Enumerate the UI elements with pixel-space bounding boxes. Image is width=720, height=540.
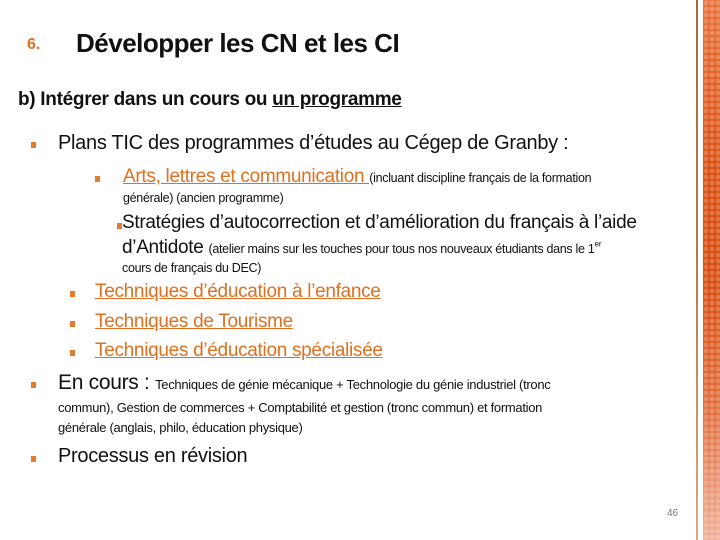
en-cours-label: En cours : — [58, 371, 156, 394]
bullet-icon — [70, 321, 75, 327]
subsub-antidote — [122, 237, 602, 259]
link-arts-lettres-communication[interactable]: Arts, lettres et communication — [123, 166, 370, 187]
bullet-icon — [31, 382, 36, 388]
subtitle-text: b) Intégrer dans un cours ou — [18, 89, 273, 110]
page-number: 46 — [667, 508, 679, 519]
en-cours-text-line2: commun), Gestion de commerces + Comptabilité et gestion (tronc commun) et formation — [58, 400, 543, 415]
bullet-icon — [31, 142, 36, 148]
bullet-icon — [70, 350, 75, 356]
arts-note-continued: générale) (ancien programme) — [123, 191, 284, 205]
subsub-strategies: Stratégies d’autocorrection et d’amélioration du français à l’aide — [122, 212, 637, 233]
link-education-specialisee[interactable]: Techniques d’éducation spécialisée — [95, 340, 383, 361]
item-en-cours — [58, 371, 551, 395]
antidote-text: d’Antidote — [122, 237, 209, 258]
bullet-icon — [31, 456, 36, 462]
antidote-note-continued: cours de français du DEC) — [122, 261, 262, 275]
antidote-note: (atelier mains sur les touches pour tous nos nouveaux étudiants dans le 1 — [208, 242, 595, 256]
item-processus-revision: Processus en révision — [58, 445, 248, 467]
arts-note: (incluant discipline français de la formation — [369, 171, 592, 185]
slide-title: Développer les CN et les CI — [76, 28, 400, 58]
decorative-side-bar — [703, 0, 720, 540]
link-tourisme[interactable]: Techniques de Tourisme — [95, 311, 293, 332]
antidote-note-sup: er — [594, 239, 602, 249]
subtitle-underlined: un programme — [272, 89, 402, 110]
bullet-icon — [70, 291, 75, 297]
en-cours-text: Techniques de génie mécanique + Technologie du génie industriel (tronc — [155, 377, 551, 392]
link-education-enfance[interactable]: Techniques d’éducation à l’enfance — [95, 281, 381, 302]
item-plans-tic: Plans TIC des programmes d’études au Cégep de Granby : — [58, 132, 569, 154]
bullet-icon — [95, 176, 100, 182]
slide-subtitle — [18, 89, 402, 111]
sub-item-arts-lettres — [123, 166, 591, 188]
en-cours-text-line3: générale (anglais, philo, éducation physique) — [58, 420, 303, 435]
slide-number-label: 6. — [27, 36, 41, 53]
decorative-side-line — [696, 0, 698, 540]
